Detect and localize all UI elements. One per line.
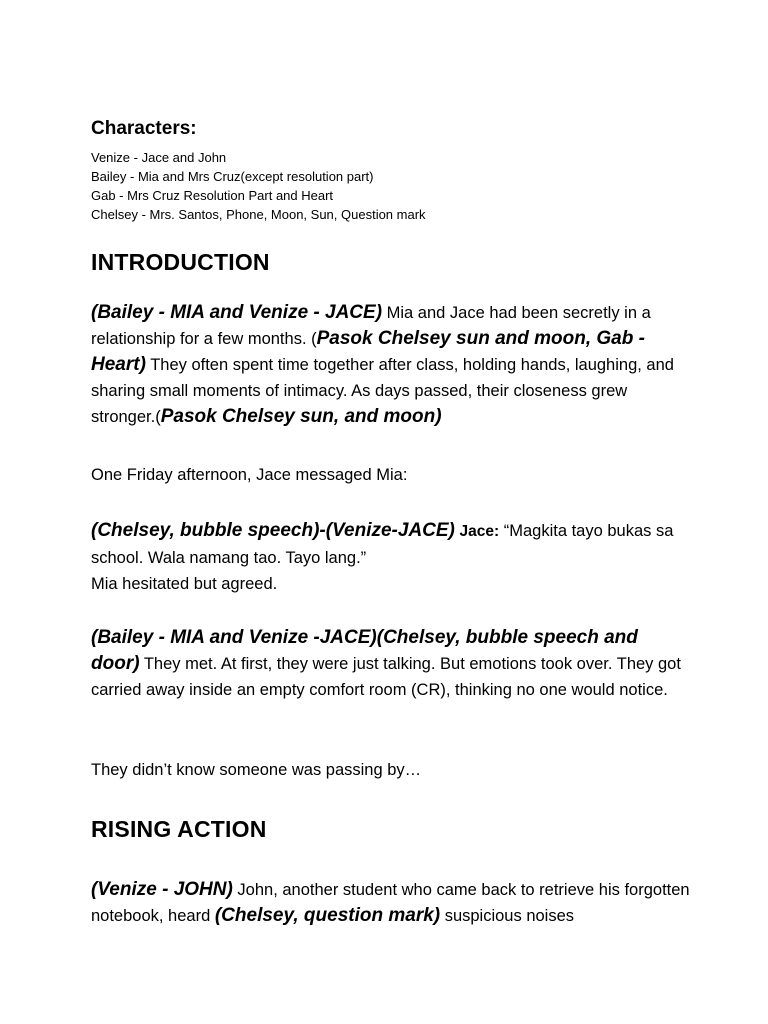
character-item: Chelsey - Mrs. Santos, Phone, Moon, Sun, Question mark <box>91 207 426 222</box>
intro-paragraph-1 <box>91 300 691 430</box>
rising-action-heading: RISING ACTION <box>91 816 267 842</box>
narration-text: suspicious noises <box>440 907 575 925</box>
characters-heading: Characters: <box>91 118 197 139</box>
stage-cue: (Chelsey, bubble speech)-(Venize-JACE) <box>91 520 455 541</box>
narration-text: They met. At first, they were just talking. But emotions took over. They got carried away inside an empty comfort room (CR), thinking no one would notice. <box>91 655 681 699</box>
narration-text: Mia and Jace had been secretly in a relationship for a few months. ( <box>91 304 651 348</box>
characters-list <box>91 148 426 224</box>
character-item: Venize - Jace and John <box>91 150 227 165</box>
intro-paragraph-5: They didn’t know someone was passing by… <box>91 761 422 779</box>
narration-text: Mia hesitated but agreed. <box>91 575 278 593</box>
dialogue-text: “Magkita tayo bukas sa school. Wala namang tao. Tayo lang.” <box>91 522 674 567</box>
intro-paragraph-3 <box>91 518 691 597</box>
introduction-heading: INTRODUCTION <box>91 249 270 275</box>
intro-paragraph-4 <box>91 625 691 703</box>
narration-text: They often spent time together after class, holding hands, laughing, and sharing small moments of intimacy. As days passed, their closeness grew stronger.( <box>91 356 674 426</box>
speaker-label: Jace: <box>459 523 500 540</box>
stage-cue: Pasok Chelsey sun and moon, Gab - Heart) <box>91 328 645 375</box>
stage-cue: (Venize - JOHN) <box>91 879 233 900</box>
character-item: Gab - Mrs Cruz Resolution Part and Heart <box>91 188 334 203</box>
stage-cue: Pasok Chelsey sun, and moon) <box>160 406 442 427</box>
stage-cue: (Bailey - MIA and Venize - JACE) <box>91 302 383 323</box>
narration-text: John, another student who came back to retrieve his forgotten notebook, heard <box>91 881 690 925</box>
stage-cue: (Bailey - MIA and Venize -JACE)(Chelsey, bubble speech and door) <box>91 627 638 674</box>
rising-paragraph-1 <box>91 877 691 929</box>
intro-paragraph-2: One Friday afternoon, Jace messaged Mia: <box>91 466 408 484</box>
stage-cue: (Chelsey, question mark) <box>214 905 441 926</box>
character-item: Bailey - Mia and Mrs Cruz(except resolution part) <box>91 169 374 184</box>
